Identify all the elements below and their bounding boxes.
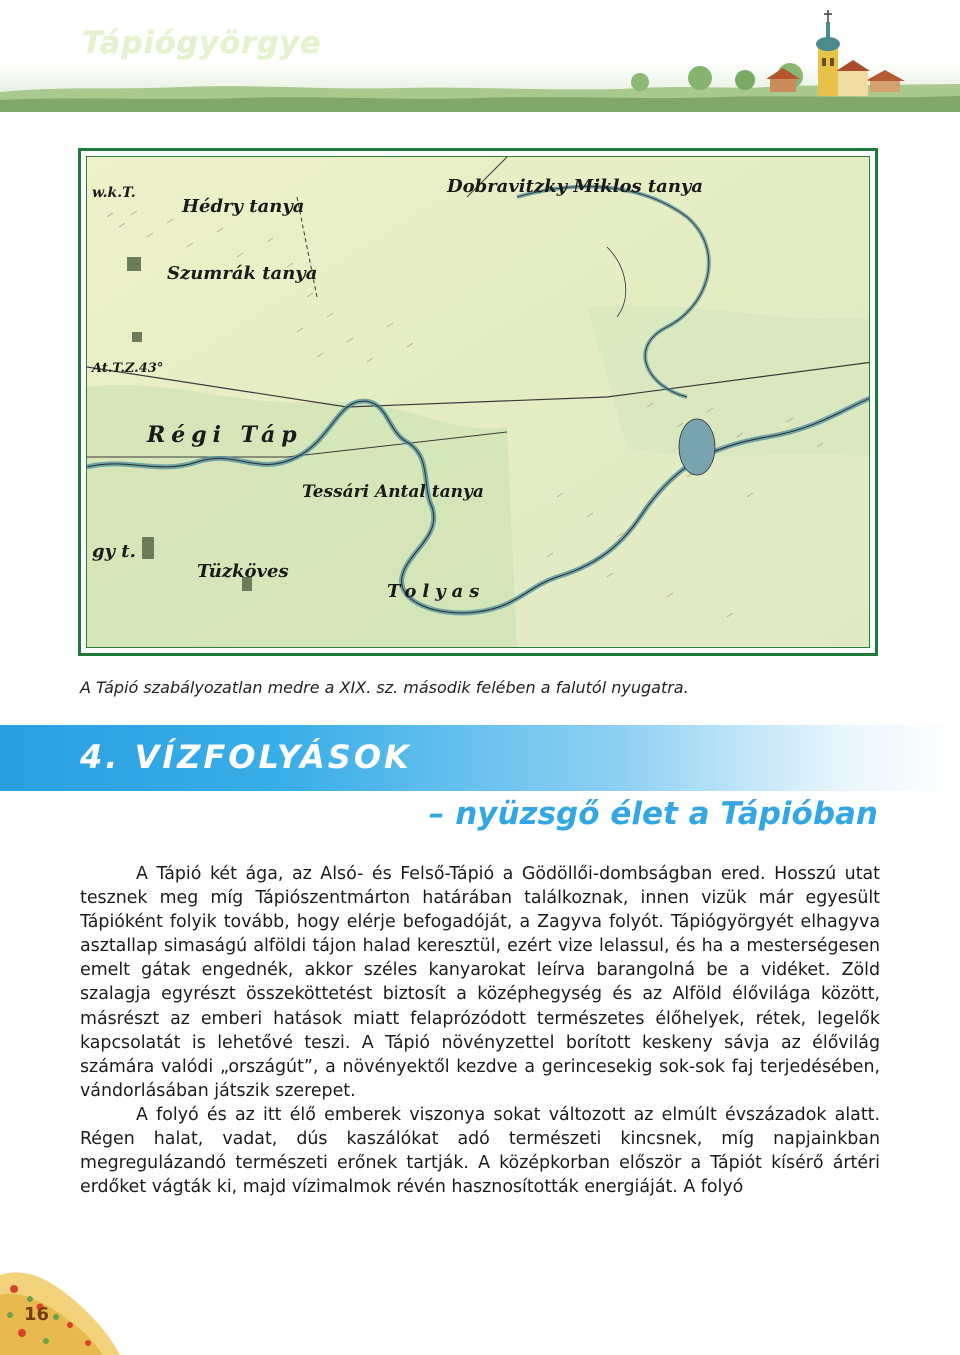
historical-map-frame (78, 148, 878, 656)
map-label-szumrak: Szumrák tanya (167, 263, 318, 284)
map-label-regi-tap: Régi Táp (147, 422, 303, 448)
map-label-tessari: Tessári Antal tanya (302, 482, 484, 502)
paragraph: A folyó és az itt élő emberek viszonya sokat változott az elmúlt évszázadok alatt. Régen halat, vadat, dús kaszálókat adó természeti kincsnek, míg napjainkban megregulázandó természeti erőnek tartják. A középkorban először a Tápiót kísérő ártéri erdőket vágták ki, majd vízimalmok révén hasznosították energiáját. A folyó (80, 1104, 880, 1198)
historical-map-image (87, 157, 870, 648)
map-label-hedry: Hédry tanya (182, 196, 305, 217)
page-header (0, 0, 960, 112)
chapter-title: 4. VÍZFOLYÁSOK (80, 738, 412, 776)
map-label-wkt: w.k.T. (92, 185, 136, 201)
paragraph: A Tápió két ága, az Alsó- és Felső-Tápió a Gödöllői-dombságban ered. Hosszú utat tesznek meg míg Tápiószentmárton határában találkoznak, innen vizük már egyesült Tápióként folyik tovább, hogy elérje befogadóját, a Zagyva folyót. Tápiógyörgyét elhagyva asztallap simaságú alföldi tájon halad keresztül, ezért vize lelassul, és ha a mesterségesen emelt gátak engednék, akkor széles kanyarokat leírva barangolná be a vidéket. Zöld szalagja egyrészt összeköttetést biztosít a középhegység és az Alföld élővilága között, másrészt az emberi hatások miatt felaprózódott természetes élőhelyek, rétek, legelők kapcsolatát is lehetővé teszi. A Tápió növényzettel borított keskeny sávja az élővilág számára valódi „országút”, a növényektől kezdve a gerincesekig sok-sok faj terjedésében, vándorlásában játszik szerepet. (80, 864, 880, 1101)
chapter-subtitle: – nyüzsgő élet a Tápióban (428, 796, 878, 832)
map-label-tuzkoves: Tüzköves (197, 561, 289, 582)
historical-map (86, 156, 870, 648)
footer-flower-illustration (0, 1255, 140, 1355)
page-number: 16 (24, 1304, 50, 1325)
map-label-tolyas: Tolyas (387, 581, 486, 602)
map-label-coord: At.T.Z.43° (92, 361, 164, 376)
header-title: Tápiógyörgye (82, 26, 322, 61)
map-caption: A Tápió szabályozatlan medre a XIX. sz. második felében a falutól nyugatra. (80, 678, 689, 697)
map-label-dobravitzky: Dobravitzky Miklos tanya (447, 176, 704, 197)
body-text (80, 862, 880, 1199)
map-label-gy-t: gy t. (92, 541, 136, 562)
